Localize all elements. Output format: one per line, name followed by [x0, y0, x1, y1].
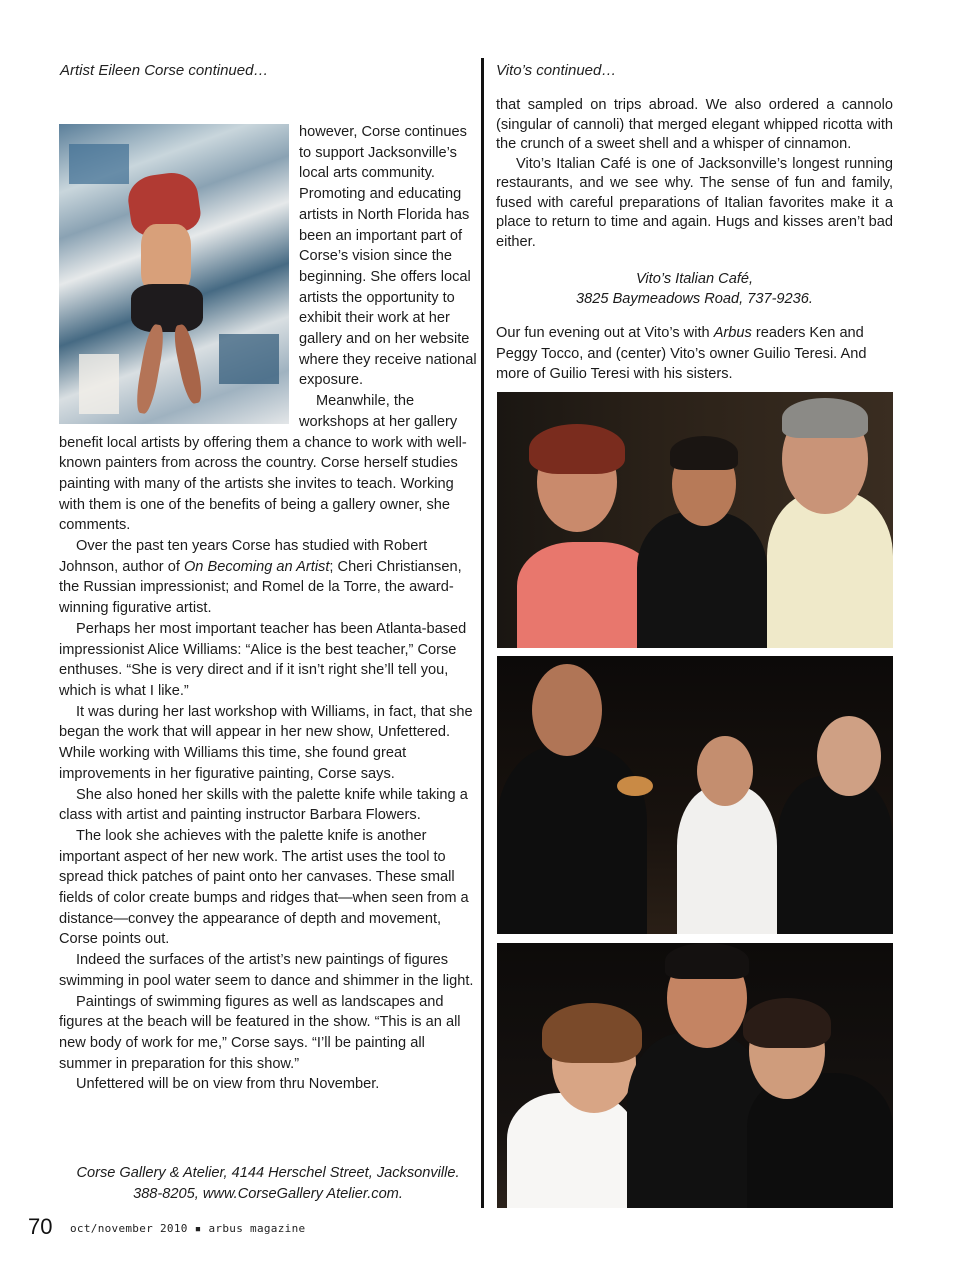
photo-caption: Our fun evening out at Vito’s with Arbus readers Ken and Peggy Tocco, and (center) Vito’s owner Guilio Teresi. And more of Guilio Teresi with his sisters. — [496, 325, 867, 383]
separator-icon: ▪ — [194, 1222, 202, 1235]
article-paragraph: Indeed the surfaces of the artist’s new paintings of figures swimming in pool water seem to dance and shimmer in the light. — [59, 952, 474, 989]
article-paragraph: The look she achieves with the palette knife is another important aspect of her new work. The artist uses the tool to spread thick patches of paint onto her canvases. These small fields of color create bumps and ridges that—when seen from a distance—convey the appearance of depth and movement, Corse points out. — [59, 827, 469, 948]
book-title: On Becoming an Artist — [183, 558, 330, 575]
right-article-column — [496, 96, 893, 252]
restaurant-photo-3 — [497, 943, 893, 1208]
restaurant-photo-2 — [497, 656, 893, 934]
left-column-header: Artist Eileen Corse continued… — [60, 62, 269, 79]
page-number: 70 — [28, 1214, 53, 1239]
magazine-name: Arbus — [713, 325, 752, 341]
article-paragraph: Vito’s Italian Café is one of Jacksonville’s longest running restaurants, and we see why. The sense of fun and family, fused with careful preparations of Italian favorites make it a place to return to time and again. Hugs and kisses aren’t bad either. — [496, 155, 893, 250]
gallery-address: Corse Gallery & Atelier, 4144 Herschel Street, Jacksonville. — [76, 1165, 460, 1181]
restaurant-name: Vito’s Italian Café, — [635, 271, 754, 287]
column-divider — [481, 58, 484, 1208]
left-article-column — [59, 122, 477, 1095]
article-paragraph: however, Corse continues to support Jacksonville’s local arts community. Promoting and educating artists in North Florida has been an important part of Corse’s vision since the beginning. She offers local artists the opportunity to exhibit their work at her gallery and on her website where they receive national exposure. — [299, 124, 477, 389]
gallery-credit — [59, 1163, 477, 1205]
restaurant-address — [496, 270, 893, 309]
article-paragraph: that sampled on trips abroad. We also ordered a cannolo (singular of cannoli) that merged elegant whipped ricotta with the crunch of a sweet shell and a whisper of cinnamon. — [496, 97, 893, 152]
article-paragraph: Perhaps her most important teacher has been Atlanta-based impressionist Alice Williams: “Alice is the best teacher,” Corse enthuses. “She is very direct and if it isn’t right she’ll tell you, which is what I like.” — [59, 620, 467, 699]
article-paragraph: Paintings of swimming figures as well as landscapes and figures at the beach will be featured in the show. “This is an all new body of work for me,” Corse says. “I’ll be painting all summer in preparation for this show.” — [59, 993, 461, 1072]
right-column-header: Vito’s continued… — [496, 62, 617, 79]
swimmer-painting-image — [59, 124, 289, 424]
article-paragraph: Over the past ten years Corse has studied with Robert Johnson, author of On Becoming an Artist; Cheri Christiansen, the Russian impressionist; and Romel de la Torre, the award-winning figurative artist. — [59, 538, 462, 617]
gallery-contact: 388-8205, www.CorseGallery Atelier.com. — [133, 1186, 403, 1202]
restaurant-photo-1 — [497, 392, 893, 648]
article-paragraph: Unfettered will be on view from thru November. — [76, 1076, 380, 1093]
article-paragraph: It was during her last workshop with Williams, in fact, that she began the work that will appear in her new show, Unfettered. While working with Williams this time, she found great improvements in her figurative painting, Corse says. — [59, 703, 473, 782]
article-paragraph: Meanwhile, the workshops at her gallery benefit local artists by offering them a chance to work with well-known painters from across the country. Corse herself studies painting with many of the artists she invites to teach. Working with them is one of the benefits of being a gallery owner, she comments. — [59, 393, 467, 534]
issue-footer: oct/november 2010 ▪ arbus magazine — [70, 1222, 306, 1235]
article-paragraph: She also honed her skills with the palette knife while taking a class with artist and painting instructor Barbara Flowers. — [59, 786, 468, 824]
restaurant-street: 3825 Baymeadows Road, 737-9236. — [576, 290, 813, 307]
